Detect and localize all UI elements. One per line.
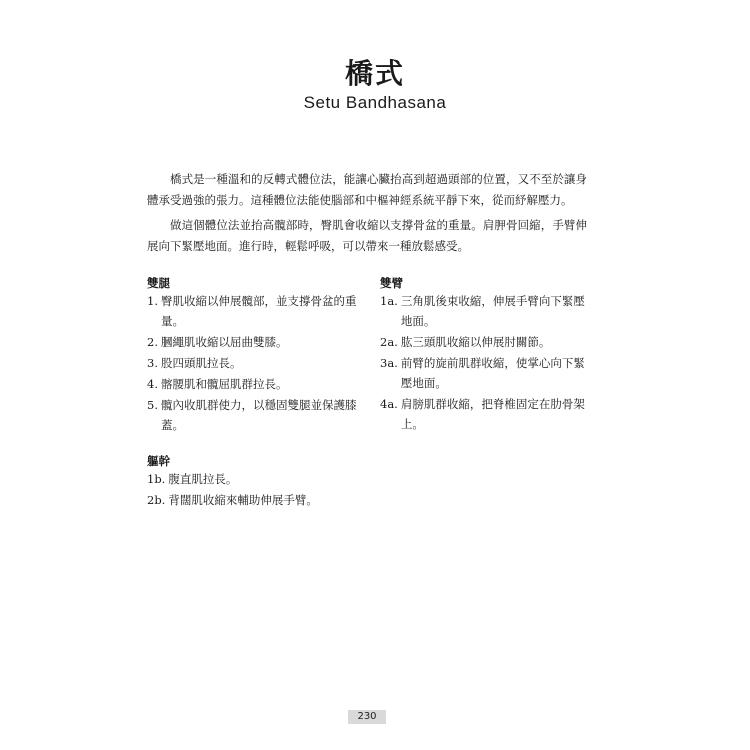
list-item [147,332,359,352]
list-item [380,394,592,434]
list-item [147,353,359,373]
intro-paragraph: 橋式是一種溫和的反轉式體位法，能讓心臟抬高到超過頭部的位置，又不至於讓身體承受過強的張力。這種體位法能使腦部和中樞神經系統平靜下來，從而紓解壓力。 [147,172,587,207]
page-title: 橋式 [344,57,405,90]
item-number: 5. [147,398,158,412]
list-item [147,490,447,510]
item-text: 髂腰肌和髖屈肌群拉長。 [160,377,288,391]
item-text: 膕繩肌收縮以屈曲雙膝。 [160,335,288,349]
intro-text [147,169,587,261]
item-text: 臀肌收縮以伸展髖部，並支撐骨盆的重量。 [160,294,357,328]
torso-list [147,469,447,511]
item-text: 背闊肌收縮來輔助伸展手臂。 [168,493,318,507]
list-item [380,291,592,331]
page-number: 230 [348,710,386,724]
torso-heading: 軀幹 [147,454,170,468]
item-number: 3a. [380,356,398,370]
arms-list [380,291,592,435]
item-number: 3. [147,356,158,370]
item-number: 1a. [380,294,398,308]
list-item [147,374,359,394]
item-number: 1. [147,294,158,308]
item-text: 肱三頭肌收縮以伸展肘關節。 [400,335,551,349]
list-item [147,395,359,435]
item-number: 1b. [147,472,166,486]
intro-paragraph: 做這個體位法並抬高髖部時，臀肌會收縮以支撐骨盆的重量。肩胛骨回縮，手臂伸展向下緊壓地面。進行時，輕鬆呼吸，可以帶來一種放鬆感受。 [147,218,587,253]
legs-heading: 雙腿 [147,276,170,290]
legs-list [147,291,359,436]
item-text: 股四頭肌拉長。 [160,356,242,370]
item-text: 腹直肌拉長。 [168,472,238,486]
list-item [380,332,592,352]
item-text: 肩膀肌群收縮，把脊椎固定在肋骨架上。 [400,397,585,431]
arms-heading: 雙臂 [380,276,403,290]
page-subtitle: Setu Bandhasana [303,93,447,112]
item-text: 三角肌後束收縮，伸展手臂向下緊壓地面。 [400,294,585,328]
item-text: 前臂的旋前肌群收縮，使掌心向下緊壓地面。 [400,356,585,390]
item-number: 4. [147,377,158,391]
item-number: 4a. [380,397,398,411]
list-item [147,469,447,489]
list-item [380,353,592,393]
item-number: 2b. [147,493,166,507]
item-number: 2a. [380,335,398,349]
item-text: 髖內收肌群使力，以穩固雙腿並保護膝蓋。 [160,398,357,432]
item-number: 2. [147,335,158,349]
list-item [147,291,359,331]
